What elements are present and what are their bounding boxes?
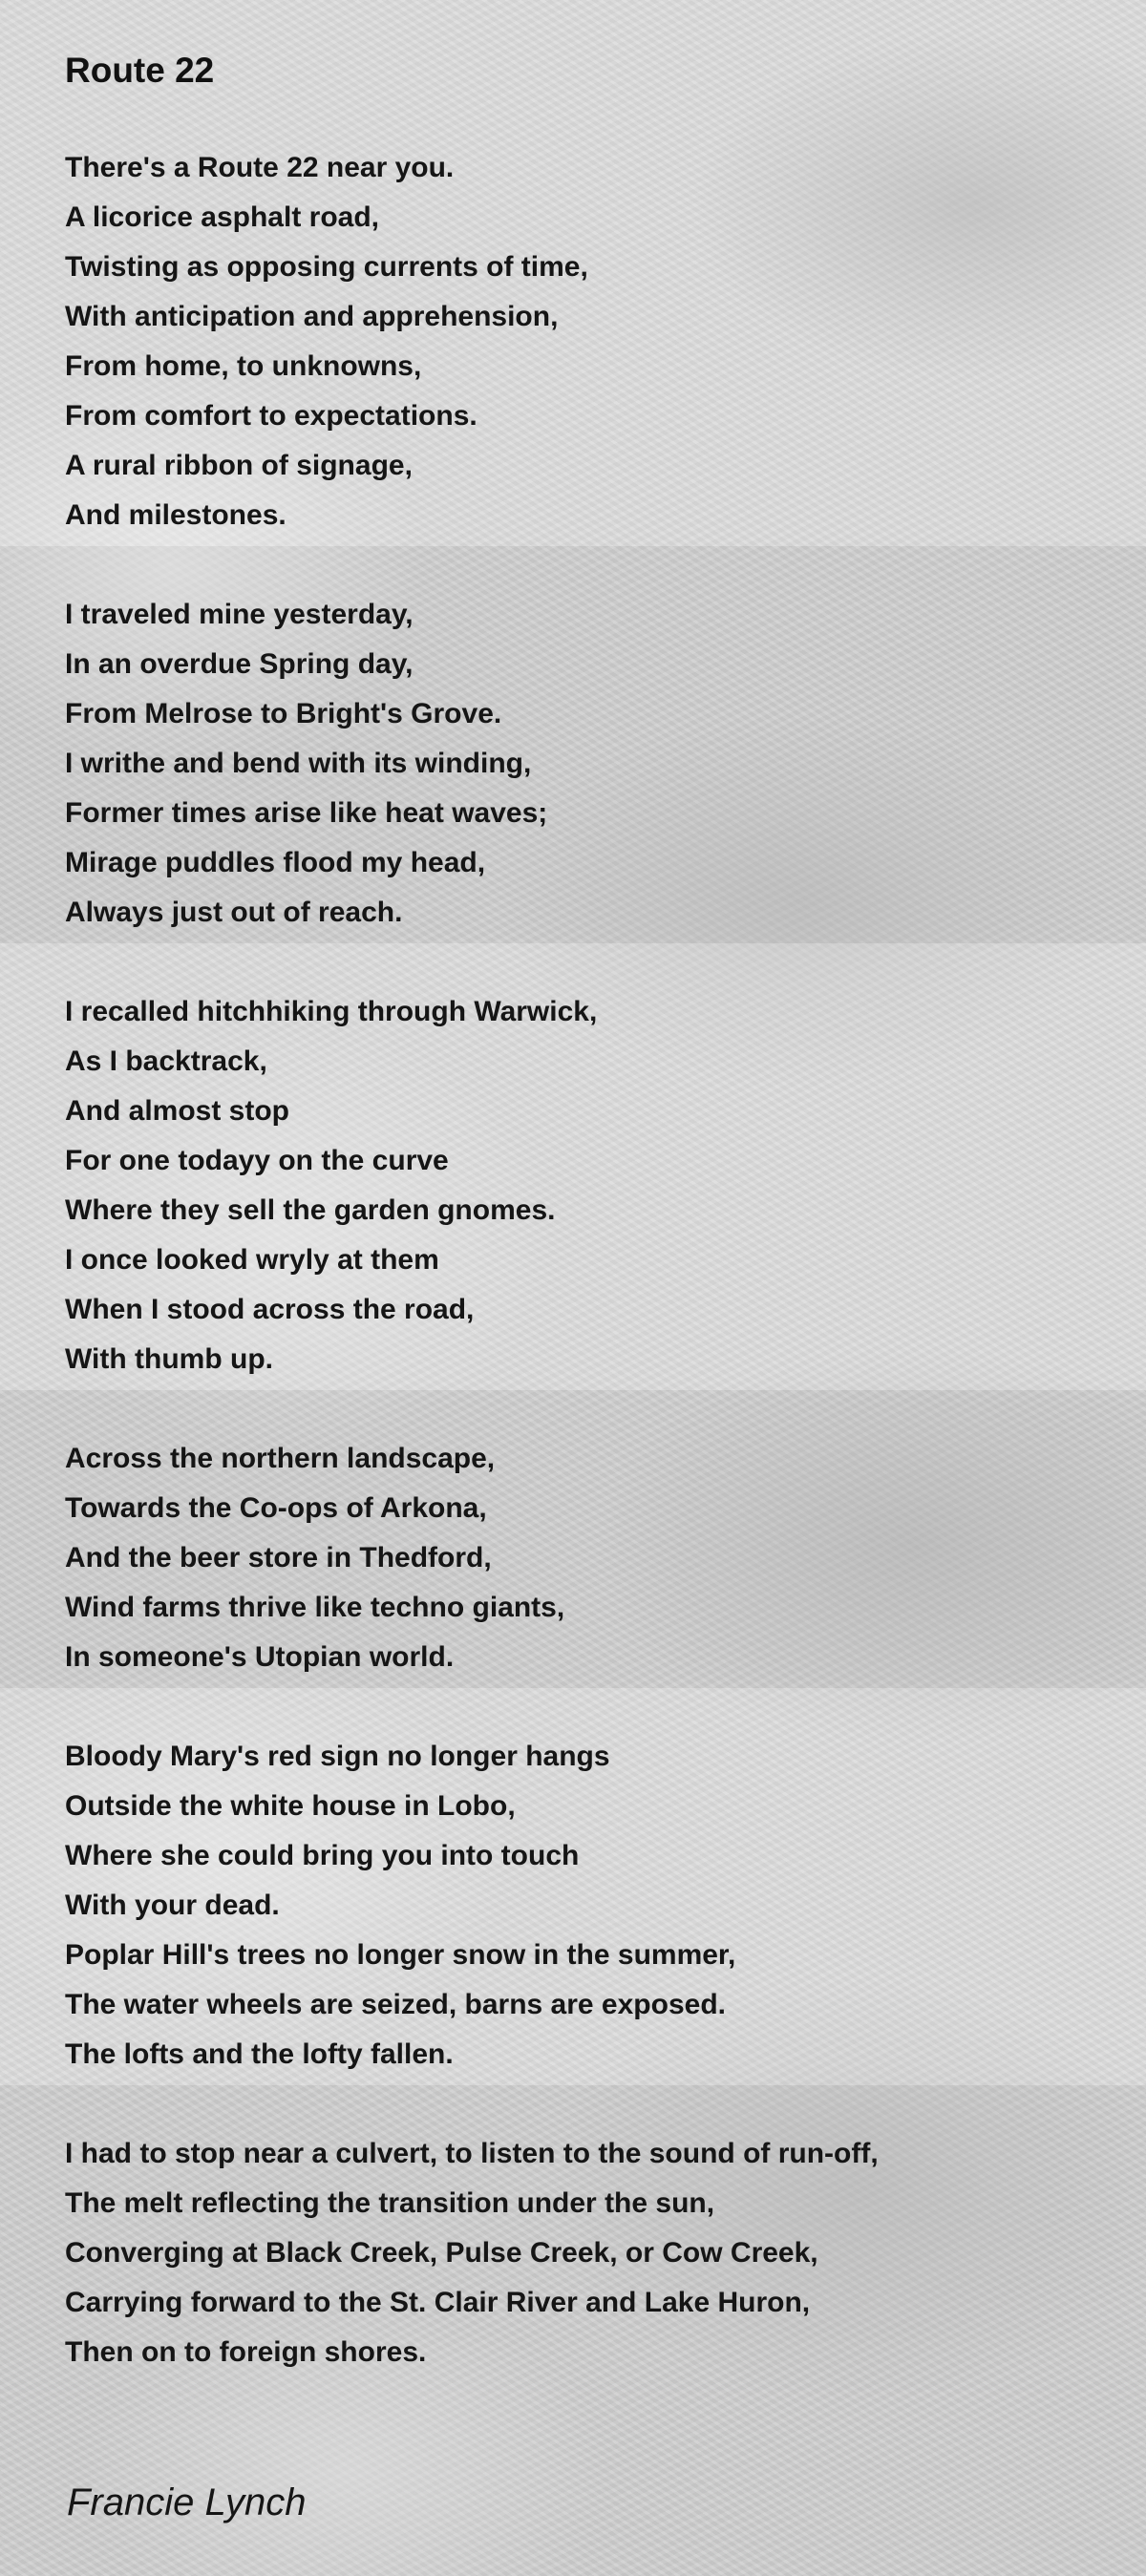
poem-line: Mirage puddles flood my head,	[65, 847, 486, 878]
poem-line: I recalled hitchhiking through Warwick,	[65, 996, 598, 1027]
poem-line: Carrying forward to the St. Clair River and Lake Huron,	[65, 2287, 811, 2318]
stanza-2	[65, 590, 547, 938]
poem-line: And the beer store in Thedford,	[65, 1542, 492, 1573]
poem-line: There's a Route 22 near you.	[65, 152, 455, 183]
poem-line: Always just out of reach.	[65, 897, 403, 928]
poem-line: From Melrose to Bright's Grove.	[65, 698, 502, 729]
poem-line: And milestones.	[65, 499, 286, 531]
poem-title: Route 22	[65, 51, 215, 90]
stanza-5	[65, 1732, 735, 2080]
poem-line: With thumb up.	[65, 1343, 273, 1375]
poem-line: Where they sell the garden gnomes.	[65, 1194, 556, 1226]
poem-line: Twisting as opposing currents of time,	[65, 251, 588, 283]
poem-line: Outside the white house in Lobo,	[65, 1790, 516, 1822]
poem-line: A licorice asphalt road,	[65, 201, 379, 233]
poem-line: When I stood across the road,	[65, 1294, 475, 1325]
poem-line: With anticipation and apprehension,	[65, 301, 559, 332]
poem-line: In someone's Utopian world.	[65, 1641, 455, 1673]
poem-line: The melt reflecting the transition under the sun,	[65, 2187, 715, 2219]
stanza-6	[65, 2129, 879, 2377]
poem-line: As I backtrack,	[65, 1045, 267, 1077]
poem-line: Where she could bring you into touch	[65, 1840, 580, 1871]
poem-line: I traveled mine yesterday,	[65, 599, 414, 630]
stanza-1	[65, 143, 588, 540]
poem-line: The water wheels are seized, barns are exposed.	[65, 1989, 726, 2020]
poem-line: Then on to foreign shores.	[65, 2336, 427, 2368]
stanza-3	[65, 987, 597, 1384]
poem-line: I once looked wryly at them	[65, 1244, 439, 1276]
poem-line: Bloody Mary's red sign no longer hangs	[65, 1741, 610, 1772]
poem-line: From comfort to expectations.	[65, 400, 478, 432]
poem-line: For one todayy on the curve	[65, 1145, 449, 1176]
poem-line: Poplar Hill's trees no longer snow in the summer,	[65, 1939, 736, 1971]
poem-line: A rural ribbon of signage,	[65, 450, 413, 481]
poem-line: Towards the Co-ops of Arkona,	[65, 1492, 487, 1524]
poem-line: Wind farms thrive like techno giants,	[65, 1592, 565, 1623]
poem-line: From home, to unknowns,	[65, 350, 422, 382]
poem-line: Across the northern landscape,	[65, 1443, 496, 1474]
poem-line: I writhe and bend with its winding,	[65, 748, 532, 779]
poem-line: The lofts and the lofty fallen.	[65, 2038, 454, 2070]
poem-line: With your dead.	[65, 1890, 280, 1921]
poem-author: Francie Lynch	[67, 2481, 307, 2523]
poem-line: Converging at Black Creek, Pulse Creek, or Cow Creek,	[65, 2237, 818, 2269]
stanza-4	[65, 1434, 564, 1682]
poem-line: And almost stop	[65, 1095, 290, 1127]
poem-line: I had to stop near a culvert, to listen to the sound of run-off,	[65, 2138, 879, 2169]
poem-line: In an overdue Spring day,	[65, 648, 414, 680]
poem-line: Former times arise like heat waves;	[65, 797, 548, 829]
